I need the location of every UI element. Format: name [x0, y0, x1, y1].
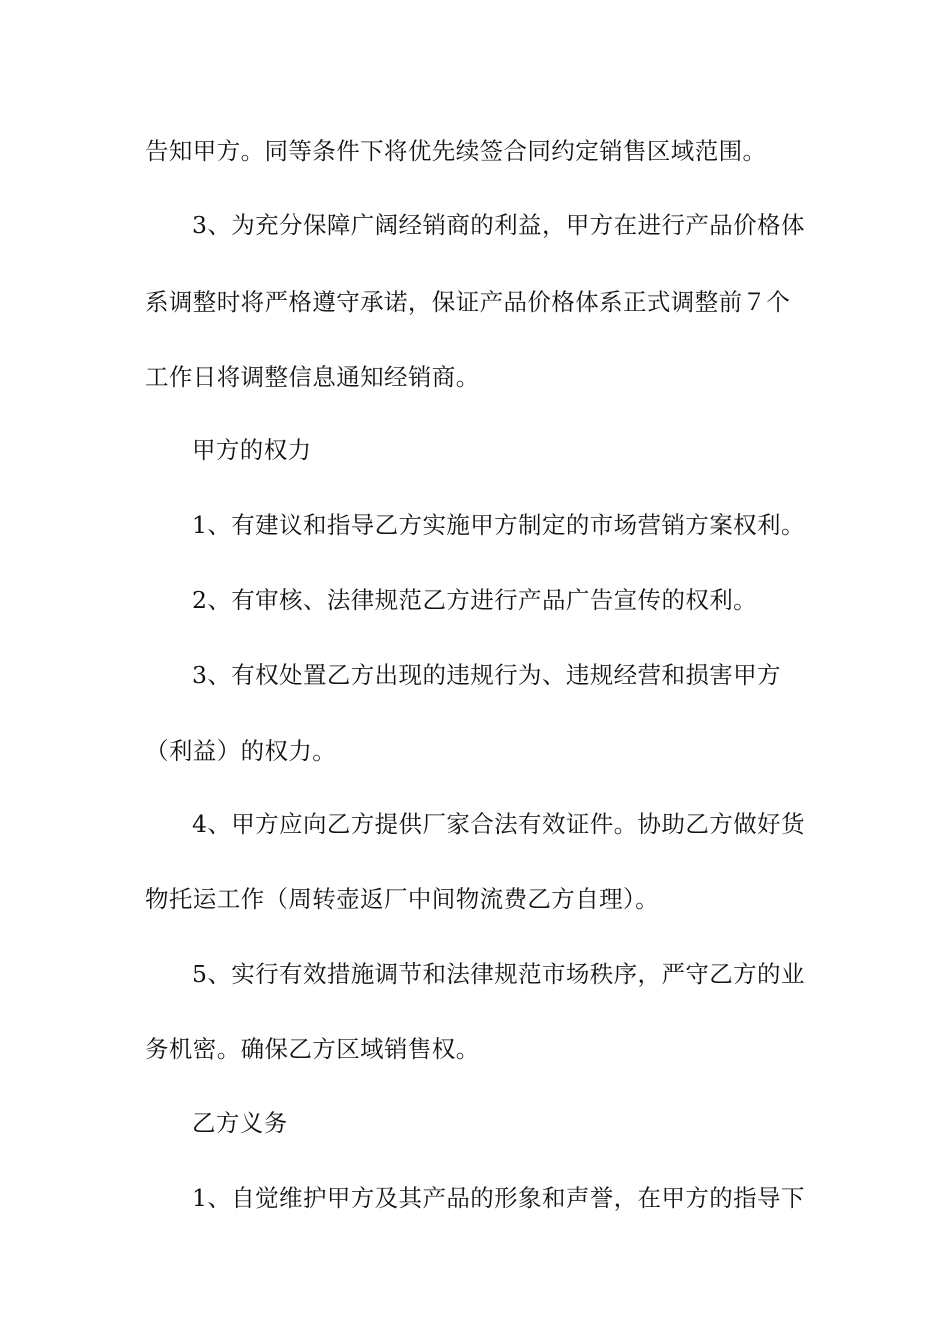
- text-line: 3、有权处置乙方出现的违规行为、违规经营和损害甲方: [192, 661, 781, 689]
- text-line: 物托运工作（周转壶返厂中间物流费乙方自理）。: [145, 885, 660, 913]
- text-line: 系调整时将严格遵守承诺，保证产品价格体系正式调整前７个: [145, 288, 791, 316]
- text-line: 1、有建议和指导乙方实施甲方制定的市场营销方案权利。: [192, 511, 805, 539]
- text-line: 务机密。确保乙方区域销售权。: [145, 1035, 480, 1063]
- section-heading: 乙方义务: [192, 1109, 288, 1137]
- text-line: 1、自觉维护甲方及其产品的形象和声誉，在甲方的指导下: [192, 1184, 805, 1212]
- text-line: （利益）的权力。: [145, 737, 337, 765]
- text-line: 5、实行有效措施调节和法律规范市场秩序，严守乙方的业: [192, 960, 805, 988]
- text-line: 3、为充分保障广阔经销商的利益，甲方在进行产品价格体: [192, 211, 805, 239]
- section-heading: 甲方的权力: [192, 436, 312, 464]
- text-line: 2、有审核、法律规范乙方进行产品广告宣传的权利。: [192, 586, 758, 614]
- text-line: 告知甲方。同等条件下将优先续签合同约定销售区域范围。: [145, 137, 767, 165]
- text-line: 4、甲方应向乙方提供厂家合法有效证件。协助乙方做好货: [192, 810, 805, 838]
- text-line: 工作日将调整信息通知经销商。: [145, 363, 480, 391]
